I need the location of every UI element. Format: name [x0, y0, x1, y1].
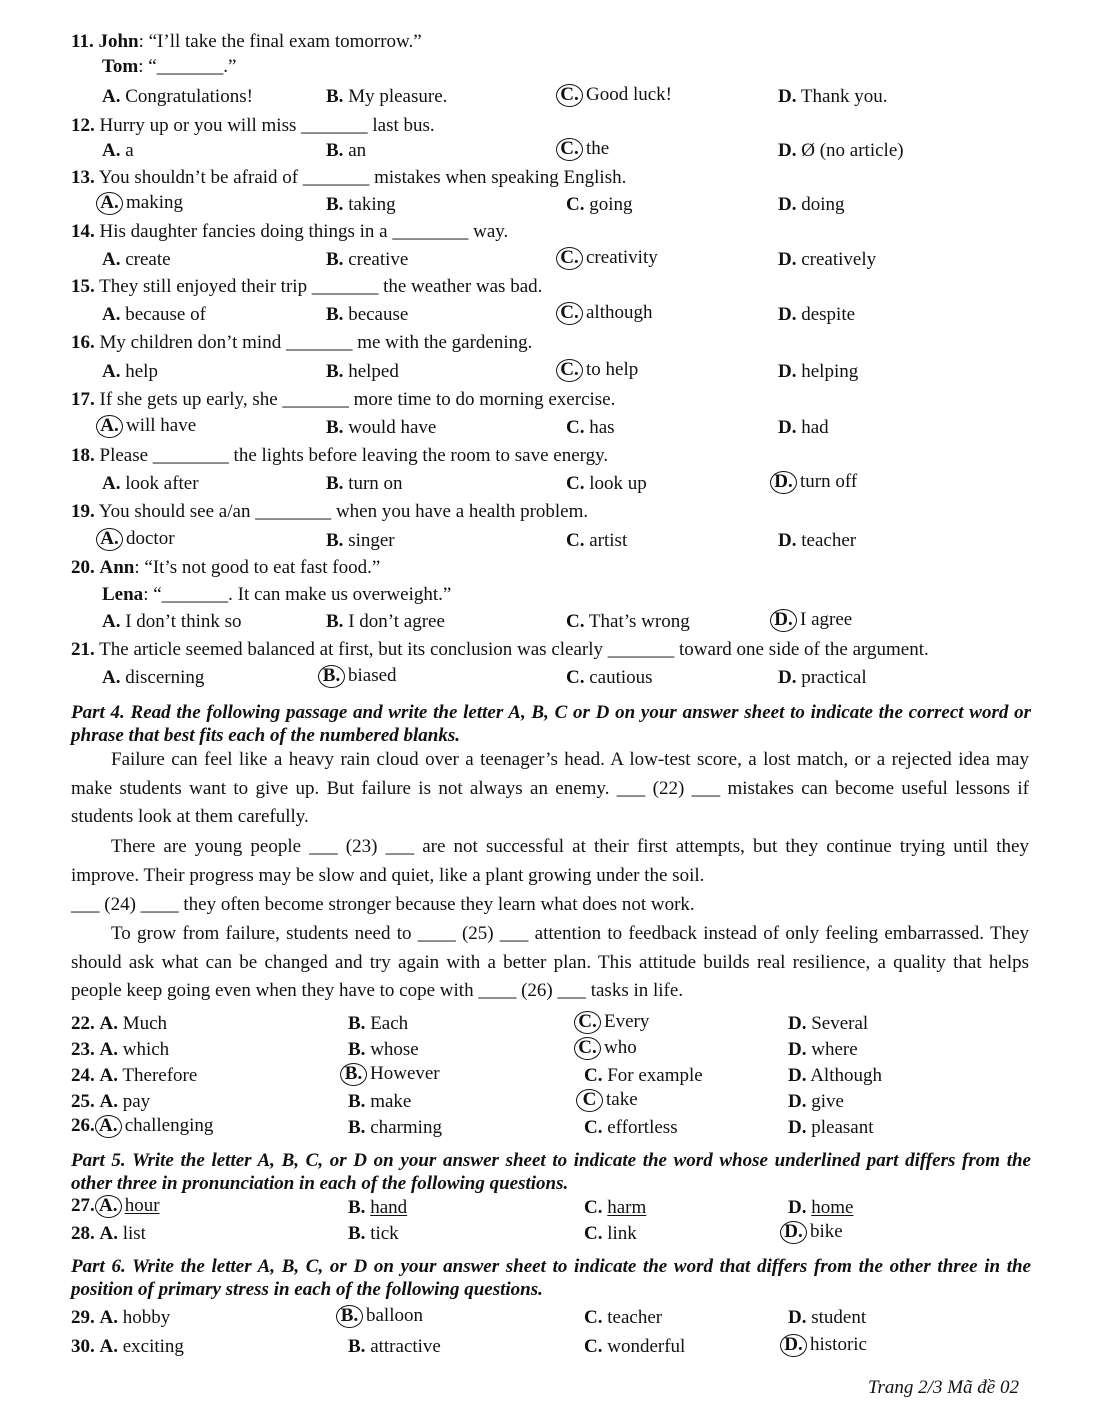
part-4-instruction: Part 4. Read the following passage and write the letter A, B, C or D on your answer sheet to indicate the correct word or phrase that best fits each of the numbered blanks.	[71, 702, 1031, 746]
option-c[interactable]: C. That’s wrong	[566, 611, 690, 632]
option-c-circled[interactable]: C. although	[556, 302, 653, 325]
option-d[interactable]: D. Although	[788, 1065, 882, 1086]
option-c-circled[interactable]: C. who	[574, 1037, 637, 1060]
option-d[interactable]: D. Thank you.	[778, 86, 888, 107]
question-number: 11.	[71, 31, 94, 52]
option-d[interactable]: D. creatively	[778, 249, 877, 270]
option-b[interactable]: B. creative	[326, 249, 409, 270]
option-d[interactable]: D. where	[788, 1039, 858, 1060]
answer-circle: C.	[574, 1037, 601, 1060]
question-11-reply	[102, 56, 236, 78]
option-d-circled[interactable]: D. I agree	[770, 609, 852, 632]
option-b-circled[interactable]: B. biased	[318, 665, 397, 688]
option-c-circled[interactable]: C. to help	[556, 359, 638, 382]
option-b[interactable]: B. an	[326, 140, 367, 161]
answer-circle: C.	[556, 138, 583, 161]
option-c-circled[interactable]: C. Good luck!	[556, 84, 672, 107]
answer-circle: C	[576, 1089, 603, 1112]
question-19: 19. You should see a/an ________ when you have a health problem.	[71, 501, 589, 522]
question-17: 17. If she gets up early, she _______ more time to do morning exercise.	[71, 389, 616, 410]
answer-circle: C.	[574, 1011, 601, 1034]
option-a[interactable]: A. Congratulations!	[102, 86, 253, 107]
question-27: 27. A. hour	[71, 1195, 160, 1216]
option-c-circled[interactable]: C. Every	[574, 1011, 649, 1034]
part-6-instruction: Part 6. Write the letter A, B, C, or D on your answer sheet to indicate the word that differs from the other three in the position of primary stress in each of the following questions.	[71, 1256, 1031, 1300]
answer-circle: A.	[96, 528, 123, 551]
option-b[interactable]: B. would have	[326, 417, 437, 438]
question-20-reply: Lena: “_______. It can make us overweight.”	[102, 584, 452, 605]
option-b[interactable]: B. helped	[326, 361, 399, 382]
answer-circle: C.	[556, 247, 583, 270]
option-a[interactable]: A. because of	[102, 304, 206, 325]
option-a[interactable]: A. look after	[102, 473, 199, 494]
answer-circle: D.	[770, 609, 797, 632]
option-c[interactable]: C. effortless	[584, 1117, 678, 1138]
option-b[interactable]: B. because	[326, 304, 409, 325]
passage-paragraph-2: There are young people ___ (23) ___ are not successful at their first attempts, but they continue trying until they improve. Their progress may be slow and quiet, like a plant growing under the soil.	[71, 836, 1029, 886]
option-c[interactable]: C. harm	[584, 1197, 647, 1218]
question-18: 18. Please ________ the lights before leaving the room to save energy.	[71, 445, 609, 466]
option-b[interactable]: B. taking	[326, 194, 396, 215]
option-b[interactable]: B. tick	[348, 1223, 399, 1244]
option-d[interactable]: D. pleasant	[788, 1117, 874, 1138]
part-5-instruction: Part 5. Write the letter A, B, C, or D on your answer sheet to indicate the word whose underlined part differs from the other three in pronunciation in each of the following questions.	[71, 1150, 1031, 1194]
option-a-circled[interactable]: A. will have	[96, 415, 196, 438]
option-d-circled[interactable]: D. historic	[780, 1334, 867, 1357]
option-d-circled[interactable]: D. bike	[780, 1221, 843, 1244]
option-d[interactable]: D. doing	[778, 194, 845, 215]
answer-circle: B.	[318, 665, 345, 688]
option-b-circled[interactable]: B. However	[340, 1063, 440, 1086]
option-b[interactable]: B. whose	[348, 1039, 419, 1060]
option-c-circled[interactable]: C. creativity	[556, 247, 658, 270]
option-d-circled[interactable]: D. turn off	[770, 471, 857, 494]
option-b[interactable]: B. turn on	[326, 473, 403, 494]
page-footer: Trang 2/3 Mã đề 02	[868, 1377, 1019, 1398]
option-b[interactable]: B. attractive	[348, 1336, 441, 1357]
option-a[interactable]: A. I don’t think so	[102, 611, 242, 632]
option-a[interactable]: A. a	[102, 140, 134, 161]
option-c[interactable]: C. wonderful	[584, 1336, 686, 1357]
option-d[interactable]: D. teacher	[778, 530, 857, 551]
answer-circle: D.	[780, 1221, 807, 1244]
option-c-circled[interactable]: C take	[576, 1089, 638, 1112]
option-d[interactable]: D. had	[778, 417, 829, 438]
speaker-name: Lena	[102, 584, 144, 605]
option-c[interactable]: C. artist	[566, 530, 628, 551]
option-d[interactable]: D. practical	[778, 667, 867, 688]
option-d[interactable]: D. home	[788, 1197, 854, 1218]
question-22: 22. A. Much	[71, 1013, 168, 1034]
answer-circle: A.	[96, 192, 123, 215]
passage-paragraph-1: Failure can feel like a heavy rain cloud over a teenager’s head. A low-test score, a lost match, or a rejected idea may make students want to give up. But failure is not always an enemy. ___ (22) ___ mistakes can become useful lessons if students look at them carefully.	[71, 749, 1029, 827]
answer-circle: A.	[95, 1195, 122, 1218]
passage-paragraph-3: ___ (24) ____ they often become stronger because they learn what does not work.	[71, 894, 695, 915]
question-12: 12. Hurry up or you will miss _______ last bus.	[71, 115, 435, 136]
option-d[interactable]: D. student	[788, 1307, 867, 1328]
question-21: 21. The article seemed balanced at first, but its conclusion was clearly _______ toward one side of the argument.	[71, 639, 929, 660]
question-23: 23. A. which	[71, 1039, 170, 1060]
option-a[interactable]: A. create	[102, 249, 171, 270]
option-c[interactable]: C. cautious	[566, 667, 653, 688]
passage-paragraph-4: To grow from failure, students need to ____ (25) ___ attention to feedback instead of only feeling embarrassed. They should ask what can be changed and try again with a better plan. This attitude builds real resilience, a quality that helps people keep going even when they have to cope with ____ (26) ___ tasks in life.	[71, 923, 1029, 1001]
answer-circle: C.	[556, 359, 583, 382]
option-b-circled[interactable]: B. balloon	[336, 1305, 423, 1328]
question-30: 30. A. exciting	[71, 1336, 184, 1357]
answer-circle: B.	[336, 1305, 363, 1328]
answer-circle: A.	[96, 415, 123, 438]
answer-circle: C.	[556, 84, 583, 107]
option-d[interactable]: D. give	[788, 1091, 844, 1112]
option-a-circled[interactable]: A. doctor	[96, 528, 175, 551]
option-d[interactable]: D. despite	[778, 304, 856, 325]
question-29: 29. A. hobby	[71, 1307, 171, 1328]
question-14: 14. His daughter fancies doing things in a ________ way.	[71, 221, 509, 242]
question-25: 25. A. pay	[71, 1091, 151, 1112]
question-20: 20. Ann: “It’s not good to eat fast food.”	[71, 557, 381, 578]
answer-circle: C.	[556, 302, 583, 325]
option-c[interactable]: C. has	[566, 417, 615, 438]
question-16: 16. My children don’t mind _______ me with the gardening.	[71, 332, 533, 353]
speaker-name: John	[98, 31, 139, 52]
option-b[interactable]: B. Each	[348, 1013, 409, 1034]
option-a-circled[interactable]: A. making	[96, 192, 183, 215]
option-c[interactable]: C. teacher	[584, 1307, 663, 1328]
option-a[interactable]: A. help	[102, 361, 158, 382]
option-b[interactable]: B. hand	[348, 1197, 408, 1218]
dialogue-line: : “I’ll take the final exam tomorrow.”	[138, 31, 422, 52]
answer-circle: A.	[95, 1115, 122, 1138]
option-b[interactable]: B. charming	[348, 1117, 442, 1138]
option-b[interactable]: B. singer	[326, 530, 395, 551]
option-d[interactable]: D. Several	[788, 1013, 869, 1034]
question-26: 26. A. challenging	[71, 1115, 214, 1136]
speaker-name: Ann	[99, 557, 135, 578]
option-c[interactable]: C. link	[584, 1223, 637, 1244]
answer-circle: D.	[780, 1334, 807, 1357]
option-c[interactable]: C. For example	[584, 1065, 703, 1086]
question-24: 24. A. Therefore	[71, 1065, 198, 1086]
option-c[interactable]: C. going	[566, 194, 633, 215]
option-b[interactable]: B. I don’t agree	[326, 611, 445, 632]
answer-circle: D.	[770, 471, 797, 494]
answer-circle: B.	[340, 1063, 367, 1086]
question-28: 28. A. list	[71, 1223, 146, 1244]
question-13: 13. You shouldn’t be afraid of _______ mistakes when speaking English.	[71, 167, 627, 188]
option-a[interactable]: A. discerning	[102, 667, 205, 688]
option-b[interactable]: B. My pleasure.	[326, 86, 448, 107]
dialogue-line: : “_______.”	[138, 56, 237, 77]
question-15: 15. They still enjoyed their trip _______ the weather was bad.	[71, 276, 543, 297]
option-b[interactable]: B. make	[348, 1091, 412, 1112]
question-11	[71, 31, 422, 53]
option-c[interactable]: C. look up	[566, 473, 647, 494]
option-d[interactable]: D. helping	[778, 361, 859, 382]
option-d[interactable]: D. Ø (no article)	[778, 140, 904, 161]
option-c-circled[interactable]: C. the	[556, 138, 609, 161]
speaker-name: Tom	[102, 56, 139, 77]
